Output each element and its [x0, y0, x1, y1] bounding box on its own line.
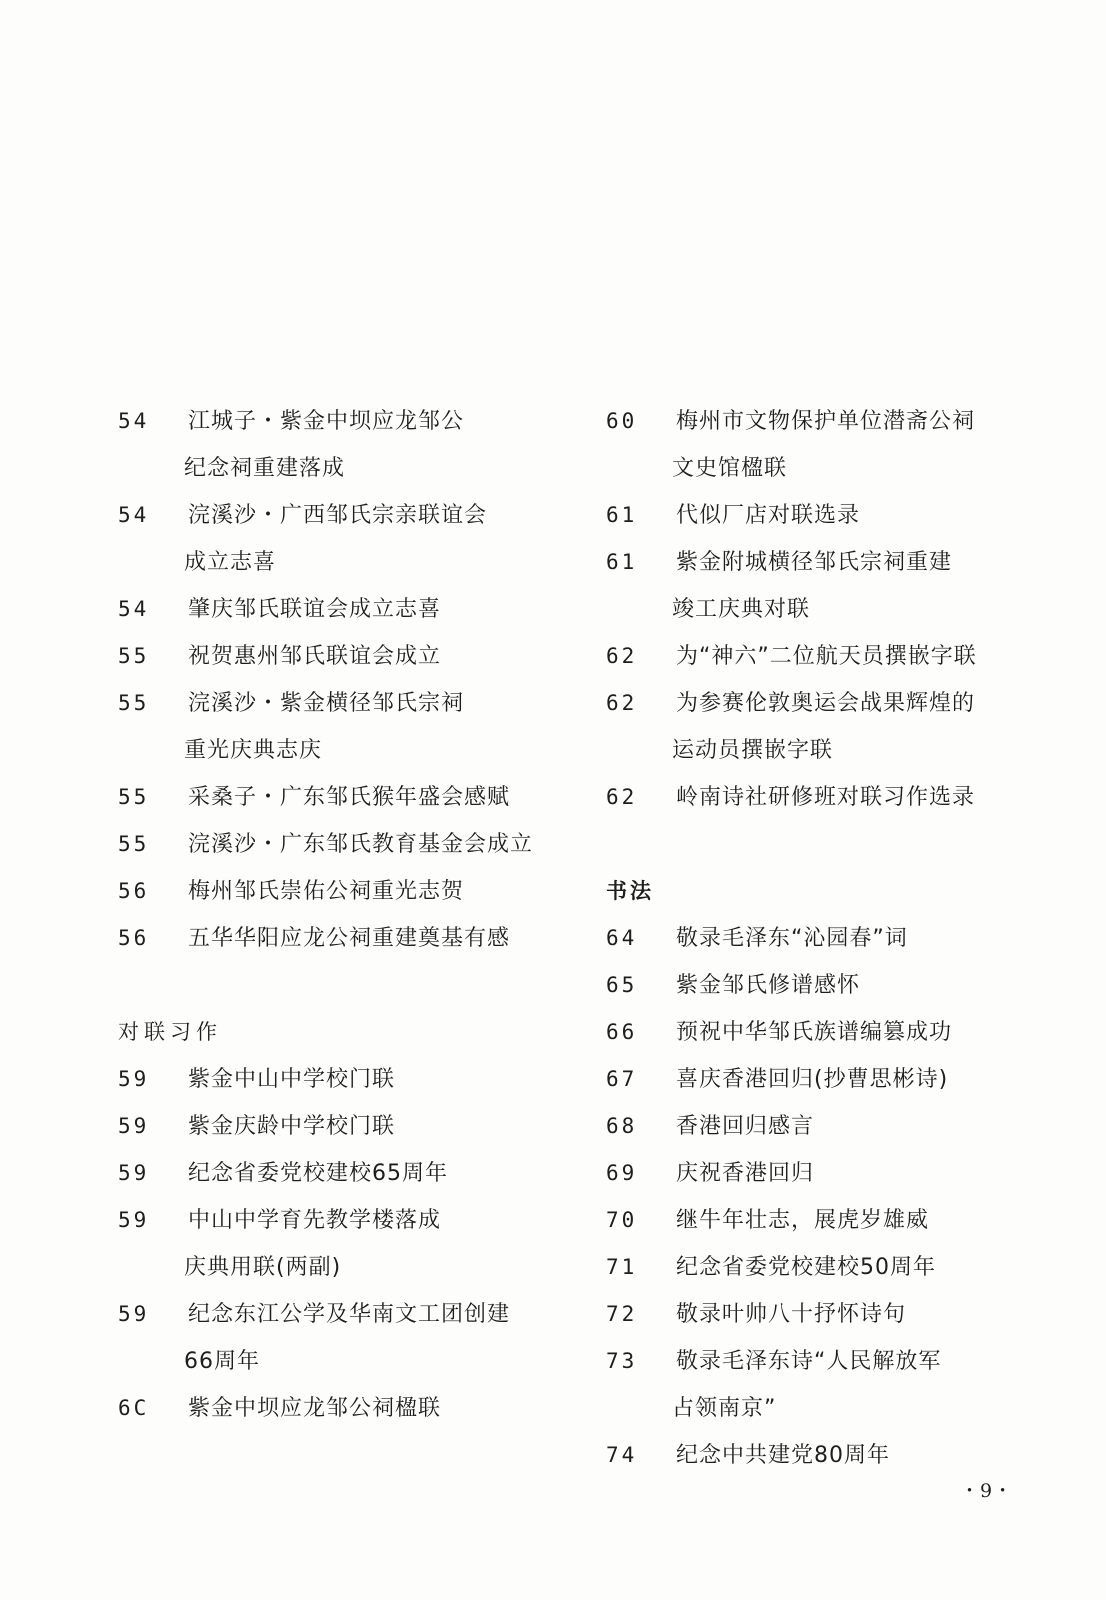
toc-entry — [606, 1009, 1036, 1056]
toc-entry-page: 71 — [606, 1255, 638, 1279]
toc-entry — [606, 1244, 1036, 1291]
toc-entry — [118, 398, 558, 492]
toc-entry-title — [676, 633, 977, 680]
toc-entry — [606, 1432, 1036, 1479]
toc-entry-page: 55 — [118, 832, 150, 856]
toc-entry — [606, 680, 1036, 774]
toc-entry-title-line: 为“神六”二位航天员撰嵌字联 — [676, 644, 977, 669]
toc-entry — [118, 915, 558, 962]
toc-entry-title — [676, 1056, 948, 1103]
toc-entry — [118, 868, 558, 915]
toc-entry-title-line: 紫金庆龄中学校门联 — [188, 1114, 396, 1139]
toc-entry-title-line: 江城子・紫金中坝应龙邹公 — [188, 409, 465, 434]
toc-entry-page: 60 — [606, 409, 638, 433]
toc-entry-title — [188, 821, 533, 868]
toc-entry-title-line: 重光庆典志庆 — [184, 738, 323, 763]
toc-entry-title — [672, 539, 953, 633]
toc-entry-title — [672, 680, 976, 774]
toc-entry-title-line: 紫金中坝应龙邹公祠楹联 — [188, 1396, 442, 1421]
toc-entry-title-line: 纪念东江公学及华南文工团创建 — [188, 1302, 511, 1327]
toc-entry — [606, 1056, 1036, 1103]
toc-entry-page: 54 — [118, 409, 150, 433]
toc-entry-title-line: 运动员撰嵌字联 — [672, 738, 834, 763]
toc-entry-title-line: 文史馆楹联 — [672, 456, 788, 481]
toc-entry-title-line: 敬录毛泽东“沁园春”词 — [676, 926, 908, 951]
toc-entry-title-line: 梅州邹氏崇佑公祠重光志贺 — [188, 879, 465, 904]
toc-entry-page: 55 — [118, 691, 150, 715]
toc-entry — [606, 1338, 1036, 1432]
toc-entry-title-line: 浣溪沙・广西邹氏宗亲联谊会 — [188, 503, 488, 528]
toc-entry-title-line: 纪念省委党校建校65周年 — [188, 1161, 448, 1186]
toc-group — [118, 398, 558, 962]
toc-entry-page: 56 — [118, 879, 150, 903]
toc-entry-page: 54 — [118, 503, 150, 527]
toc-entry-page: 69 — [606, 1161, 638, 1185]
toc-entry-page: 62 — [606, 644, 638, 668]
toc-entry — [118, 821, 558, 868]
toc-entry-title — [184, 398, 465, 492]
toc-entry — [118, 492, 558, 586]
toc-entry-title-line: 肇庆邹氏联谊会成立志喜 — [188, 597, 442, 622]
toc-entry-title — [184, 1197, 442, 1291]
toc-entry-title-line: 浣溪沙・紫金横径邹氏宗祠 — [188, 691, 465, 716]
toc-entry-title — [676, 1291, 906, 1338]
toc-entry-title-line: 66周年 — [184, 1349, 260, 1374]
toc-entry-page: 61 — [606, 550, 638, 574]
toc-entry-title-line: 敬录叶帅八十抒怀诗句 — [676, 1302, 907, 1327]
toc-entry — [606, 492, 1036, 539]
toc-entry-title-line: 庆祝香港回归 — [676, 1161, 815, 1186]
toc-entry-title-line: 紫金邹氏修谱感怀 — [676, 973, 861, 998]
toc-entry-title-line: 占领南京” — [672, 1396, 777, 1421]
toc-entry-title-line: 预祝中华邹氏族谱编篡成功 — [676, 1020, 953, 1045]
toc-entry — [606, 915, 1036, 962]
toc-entry-title-line: 纪念祠重建落成 — [184, 456, 346, 481]
toc-entry-title — [676, 774, 975, 821]
toc-entry-title-line: 祝贺惠州邹氏联谊会成立 — [188, 644, 442, 669]
toc-entry-page: 62 — [606, 785, 638, 809]
toc-entry-title — [676, 1197, 929, 1244]
toc-entry — [606, 1150, 1036, 1197]
toc-entry-page: 56 — [118, 926, 150, 950]
toc-entry-title — [676, 1432, 890, 1479]
toc-entry-page: 66 — [606, 1020, 638, 1044]
toc-entry-page: 55 — [118, 785, 150, 809]
toc-entry-title — [184, 1291, 511, 1385]
toc-entry-title — [184, 492, 488, 586]
toc-entry-title — [188, 1150, 448, 1197]
toc-entry-page: 59 — [118, 1067, 150, 1091]
toc-group — [606, 915, 1036, 1479]
toc-entry-title — [188, 633, 441, 680]
toc-entry-page: 62 — [606, 691, 638, 715]
toc-left-column — [118, 398, 558, 1432]
toc-entry-page: 64 — [606, 926, 638, 950]
toc-entry-title — [188, 1056, 395, 1103]
toc-entry-page: 59 — [118, 1302, 150, 1326]
toc-entry — [606, 633, 1036, 680]
toc-entry-title — [672, 1338, 942, 1432]
toc-entry-title-line: 岭南诗社研修班对联习作选录 — [676, 785, 976, 810]
toc-entry-title-line: 为参赛伦敦奥运会战果辉煌的 — [676, 691, 976, 716]
toc-entry-title — [676, 1009, 952, 1056]
toc-entry-title-line: 中山中学育先教学楼落成 — [188, 1208, 442, 1233]
toc-entry-title — [188, 586, 441, 633]
toc-entry-title-line: 浣溪沙・广东邹氏教育基金会成立 — [188, 832, 534, 857]
toc-entry-page: 65 — [606, 973, 638, 997]
toc-entry — [606, 1291, 1036, 1338]
toc-entry-page: 55 — [118, 644, 150, 668]
toc-entry-title — [676, 1103, 814, 1150]
toc-entry-page: 61 — [606, 503, 638, 527]
toc-entry-title — [676, 492, 860, 539]
toc-entry-title — [188, 1385, 441, 1432]
toc-entry-page: 6C — [118, 1396, 150, 1420]
toc-entry — [118, 633, 558, 680]
toc-entry-page: 59 — [118, 1161, 150, 1185]
toc-entry-title-line: 成立志喜 — [184, 550, 277, 575]
toc-entry-title-line: 梅州市文物保护单位潜斋公祠 — [676, 409, 976, 434]
toc-entry — [118, 1056, 558, 1103]
toc-group — [118, 1056, 558, 1432]
toc-entry-title-line: 代似厂店对联选录 — [676, 503, 861, 528]
toc-entry-page: 70 — [606, 1208, 638, 1232]
toc-entry — [606, 398, 1036, 492]
section-title-calligraphy: 书法 — [606, 879, 654, 903]
toc-entry — [118, 586, 558, 633]
toc-entry-page: 67 — [606, 1067, 638, 1091]
toc-entry-title-line: 五华华阳应龙公祠重建奠基有感 — [188, 926, 511, 951]
toc-entry-title-line: 纪念中共建党80周年 — [676, 1443, 890, 1468]
toc-entry — [118, 1150, 558, 1197]
toc-entry-page: 72 — [606, 1302, 638, 1326]
toc-entry-title — [184, 680, 465, 774]
toc-group — [606, 398, 1036, 821]
toc-entry-title-line: 庆典用联(两副) — [184, 1255, 342, 1280]
toc-entry-title — [676, 915, 908, 962]
toc-entry-title — [676, 962, 860, 1009]
toc-entry — [118, 1103, 558, 1150]
toc-entry-title — [676, 1244, 936, 1291]
toc-entry-page: 73 — [606, 1349, 638, 1373]
toc-entry-title — [672, 398, 976, 492]
toc-entry — [606, 774, 1036, 821]
toc-entry — [118, 1385, 558, 1432]
toc-entry-title — [188, 915, 510, 962]
toc-entry-title-line: 香港回归感言 — [676, 1114, 815, 1139]
toc-entry — [606, 962, 1036, 1009]
toc-entry-page: 59 — [118, 1208, 150, 1232]
toc-entry-page: 54 — [118, 597, 150, 621]
toc-entry — [606, 539, 1036, 633]
page-number: ・9・ — [960, 1480, 1014, 1502]
toc-entry-title-line: 敬录毛泽东诗“人民解放军 — [676, 1349, 942, 1374]
toc-entry-title — [188, 1103, 395, 1150]
toc-entry-title-line: 纪念省委党校建校50周年 — [676, 1255, 936, 1280]
toc-entry — [118, 680, 558, 774]
toc-entry-title-line: 继牛年壮志，展虎岁雄威 — [676, 1208, 930, 1233]
toc-entry — [118, 1197, 558, 1291]
toc-entry-title — [676, 1150, 814, 1197]
toc-entry-page: 68 — [606, 1114, 638, 1138]
toc-entry — [606, 1197, 1036, 1244]
toc-entry-title — [188, 774, 510, 821]
toc-entry-title-line: 紫金中山中学校门联 — [188, 1067, 396, 1092]
toc-entry-page: 59 — [118, 1114, 150, 1138]
toc-entry-title-line: 喜庆香港回归(抄曹思彬诗) — [676, 1067, 949, 1092]
toc-entry-page: 74 — [606, 1443, 638, 1467]
toc-right-column — [606, 398, 1036, 1479]
section-gap — [118, 962, 558, 1009]
section-title-couplets: 对联习作 — [118, 1020, 222, 1044]
section-gap — [606, 821, 1036, 868]
toc-entry-title-line: 采桑子・广东邹氏猴年盛会感赋 — [188, 785, 511, 810]
toc-entry-title — [188, 868, 464, 915]
toc-entry — [606, 1103, 1036, 1150]
toc-entry — [118, 1291, 558, 1385]
toc-entry-title-line: 紫金附城横径邹氏宗祠重建 — [676, 550, 953, 575]
toc-entry-title-line: 竣工庆典对联 — [672, 597, 811, 622]
toc-entry — [118, 774, 558, 821]
